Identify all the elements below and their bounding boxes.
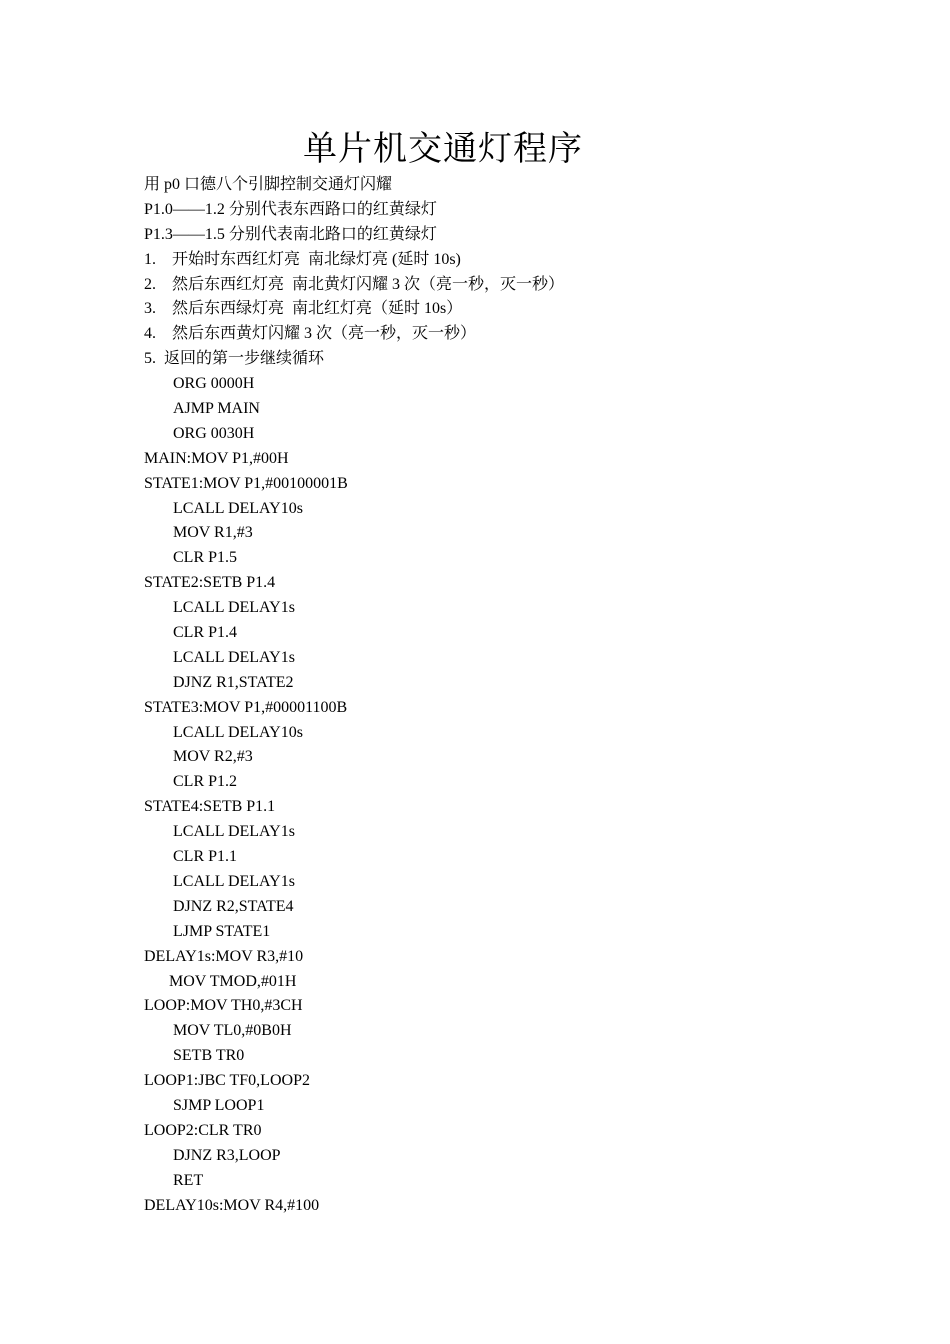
text-line: LJMP STATE1 [173, 922, 271, 940]
text-line: 3. 然后东西绿灯亮 南北红灯亮（延时 10s） [144, 300, 463, 318]
text-line: MOV R2,#3 [173, 748, 253, 766]
text-line: MOV TMOD,#01H [169, 972, 297, 990]
document-body [144, 173, 864, 1218]
text-line: 1. 开始时东西红灯亮 南北绿灯亮 (延时 10s) [144, 250, 461, 268]
text-line: ORG 0000H [173, 375, 255, 393]
text-line: SJMP LOOP1 [173, 1096, 265, 1114]
text-line: DJNZ R1,STATE2 [173, 673, 294, 691]
text-line: AJMP MAIN [173, 400, 260, 418]
text-line: CLR P1.4 [173, 624, 238, 642]
text-line: LCALL DELAY1s [173, 823, 295, 841]
text-line: LOOP:MOV TH0,#3CH [144, 997, 303, 1015]
text-line: MAIN:MOV P1,#00H [144, 449, 289, 467]
text-line: STATE1:MOV P1,#00100001B [144, 474, 348, 492]
text-line: MOV R1,#3 [173, 524, 253, 542]
text-line: CLR P1.1 [173, 848, 238, 866]
text-line: STATE2:SETB P1.4 [144, 574, 276, 592]
text-line: MOV TL0,#0B0H [173, 1022, 292, 1040]
text-line: LCALL DELAY10s [173, 723, 303, 741]
text-line: DJNZ R2,STATE4 [173, 897, 294, 915]
document-title: 单片机交通灯程序 [303, 129, 583, 169]
text-line: STATE3:MOV P1,#00001100B [144, 698, 348, 716]
text-line: 用 p0 口德八个引脚控制交通灯闪耀 [144, 176, 393, 193]
text-line: 2. 然后东西红灯亮 南北黄灯闪耀 3 次（亮一秒，灭一秒） [144, 275, 565, 293]
text-line: ORG 0030H [173, 424, 255, 442]
text-line: P1.3——1.5 分别代表南北路口的红黄绿灯 [144, 225, 437, 243]
text-line: LOOP2:CLR TR0 [144, 1121, 262, 1139]
text-line: LOOP1:JBC TF0,LOOP2 [144, 1072, 310, 1090]
text-line: P1.0——1.2 分别代表东西路口的红黄绿灯 [144, 200, 437, 218]
text-line: LCALL DELAY1s [173, 599, 295, 617]
text-line: 4. 然后东西黄灯闪耀 3 次（亮一秒，灭一秒） [144, 325, 477, 343]
text-line: 5. 返回的第一步继续循环 [144, 350, 325, 368]
text-line: LCALL DELAY10s [173, 499, 303, 517]
text-line: CLR P1.5 [173, 549, 238, 567]
text-line: CLR P1.2 [173, 773, 238, 791]
text-line: DJNZ R3,LOOP [173, 1146, 281, 1164]
text-line: DELAY1s:MOV R3,#10 [144, 947, 304, 965]
text-line: LCALL DELAY1s [173, 872, 295, 890]
text-line: RET [173, 1171, 204, 1189]
text-line: LCALL DELAY1s [173, 648, 295, 666]
text-line: DELAY10s:MOV R4,#100 [144, 1196, 320, 1214]
text-line: SETB TR0 [173, 1047, 245, 1065]
text-line: STATE4:SETB P1.1 [144, 798, 276, 816]
